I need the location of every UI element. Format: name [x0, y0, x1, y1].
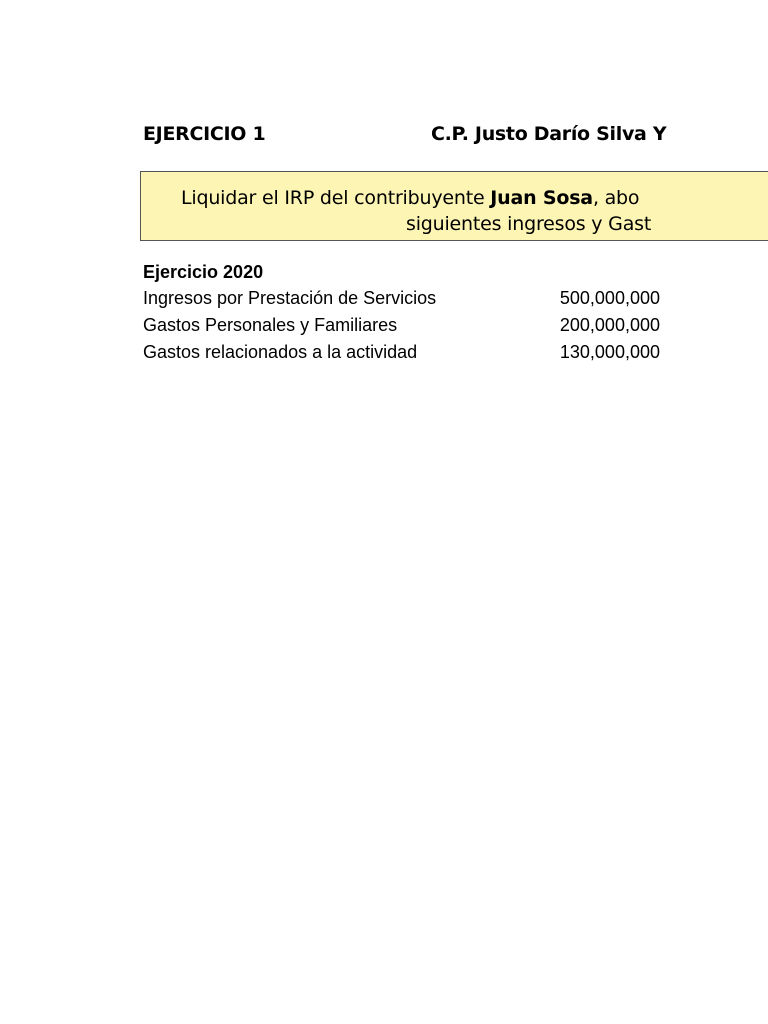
row-value-activity-expenses: 130,000,000 — [559, 342, 660, 362]
row-value-income: 500,000,000 — [559, 288, 660, 308]
statement-line-1 — [181, 187, 639, 209]
statement-text-cont: , abo — [592, 187, 640, 209]
statement-line-2: siguientes ingresos y Gast — [406, 213, 652, 235]
section-title: Ejercicio 2020 — [143, 262, 264, 282]
row-label-income: Ingresos por Prestación de Servicios — [143, 288, 437, 308]
exercise-title: EJERCICIO 1 — [143, 123, 266, 145]
author-name: C.P. Justo Darío Silva Y — [431, 123, 667, 145]
statement-box — [140, 171, 768, 241]
taxpayer-name: Juan Sosa — [490, 187, 593, 209]
statement-text: Liquidar el IRP del contribuyente — [181, 187, 491, 209]
row-label-activity-expenses: Gastos relacionados a la actividad — [143, 342, 418, 362]
row-value-personal-expenses: 200,000,000 — [559, 315, 660, 335]
row-label-personal-expenses: Gastos Personales y Familiares — [143, 315, 398, 335]
